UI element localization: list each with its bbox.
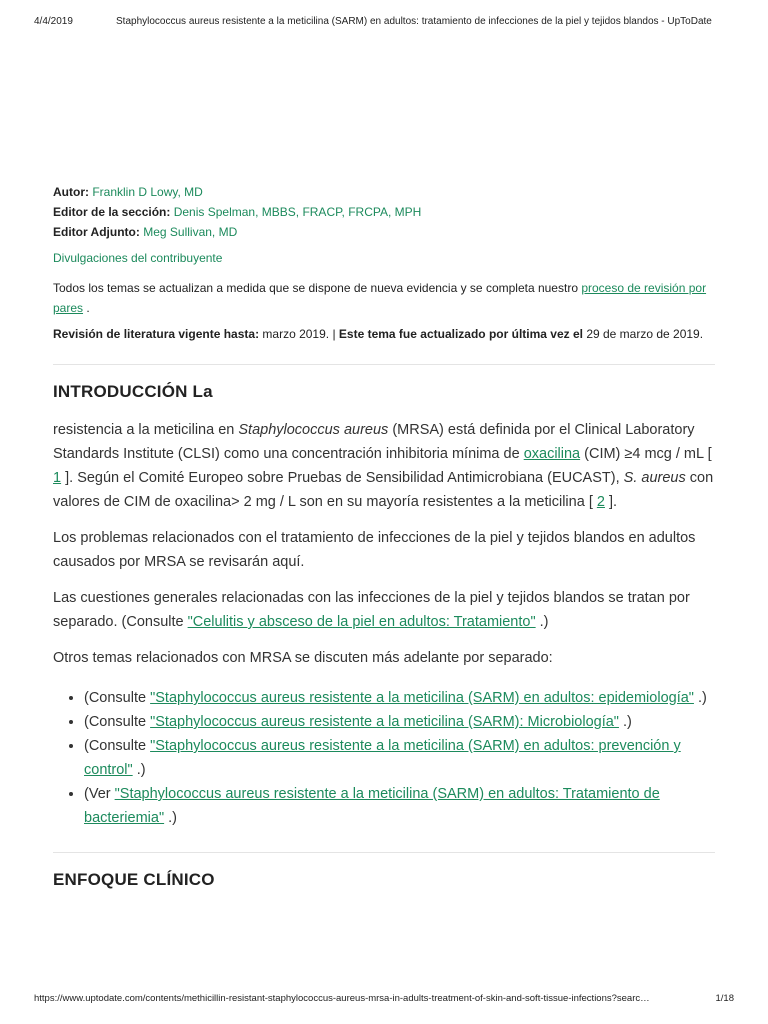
update-notice-suffix: .: [83, 301, 90, 315]
intro-text: .): [535, 614, 549, 630]
last-updated-label: Este tema fue actualizado por última vez el: [338, 327, 583, 341]
section-divider: [53, 852, 715, 853]
intro-text: ].: [604, 494, 618, 510]
intro-text: Las cuestiones generales relacionadas con las infecciones de la piel y tejidos blandos se tratan por separado. (Consulte: [53, 590, 690, 630]
update-notice: [53, 278, 715, 318]
author-label: Autor:: [53, 185, 89, 199]
oxacilina-link[interactable]: oxacilina: [523, 446, 581, 462]
list-item-prefix: (Ver: [84, 786, 115, 802]
print-document-title: Staphylococcus aureus resistente a la meticilina (SARM) en adultos: tratamiento de infecciones de la piel y tejidos blandos - UpToDate: [116, 16, 712, 27]
list-item-prefix: (Consulte: [84, 714, 151, 730]
cellulitis-topic-link[interactable]: "Celulitis y absceso de la piel en adultos: Tratamiento": [187, 614, 536, 630]
deputy-editor-line: [53, 222, 715, 242]
intro-text: ]. Según el Comité Europeo sobre Pruebas de Sensibilidad Antimicrobiana (EUCAST),: [61, 470, 624, 486]
introduction-heading: INTRODUCCIÓN La: [53, 382, 213, 401]
page-number: 1/18: [715, 993, 734, 1004]
intro-paragraph-1: [53, 418, 715, 514]
peer-review-process-link[interactable]: proceso de revisión por pares: [53, 281, 707, 315]
author-name-link[interactable]: Franklin D Lowy, MD: [92, 185, 203, 199]
list-item: [84, 686, 715, 710]
intro-paragraph-4: Otros temas relacionados con MRSA se discuten más adelante por separado:: [53, 650, 553, 666]
author-line: [53, 182, 715, 202]
list-item-suffix: .): [618, 714, 632, 730]
species-name: Staphylococcus aureus: [238, 422, 389, 438]
contributor-disclosures-link[interactable]: Divulgaciones del contribuyente: [53, 251, 223, 265]
list-item-suffix: .): [693, 690, 707, 706]
literature-review-label: Revisión de literatura vigente hasta:: [53, 327, 260, 341]
article-content: [53, 182, 715, 890]
deputy-editor-name-link[interactable]: Meg Sullivan, MD: [143, 225, 238, 239]
section-editor-line: [53, 202, 715, 222]
deputy-editor-label: Editor Adjunto:: [53, 225, 140, 239]
review-dates: [53, 324, 715, 344]
reference-2-link[interactable]: 2: [596, 494, 605, 510]
author-block: [53, 182, 715, 242]
prevention-control-topic-link[interactable]: "Staphylococcus aureus resistente a la meticilina (SARM) en adultos: prevención y control": [84, 738, 681, 778]
update-notice-text: Todos los temas se actualizan a medida que se dispone de nueva evidencia y se completa nuestro: [53, 281, 582, 295]
list-item: [84, 782, 715, 830]
microbiology-topic-link[interactable]: "Staphylococcus aureus resistente a la meticilina (SARM): Microbiología": [150, 714, 619, 730]
print-url: https://www.uptodate.com/contents/methicillin-resistant-staphylococcus-aureus-mrsa-in-adults-treatment-of-skin-and-soft-tissue-infections?searc…: [34, 993, 650, 1004]
list-item: [84, 734, 715, 782]
section-editor-label: Editor de la sección:: [53, 205, 171, 219]
intro-text: (CIM) ≥4 mcg / mL [: [580, 446, 712, 462]
print-header: [34, 16, 734, 27]
intro-text: con valores de CIM de oxacilina> 2 mg / L son en su mayoría resistentes a la meticilina [: [53, 470, 714, 510]
list-item-prefix: (Consulte: [84, 690, 151, 706]
section-editor-name-link[interactable]: Denis Spelman, MBBS, FRACP, FRCPA, MPH: [173, 205, 422, 219]
list-item-prefix: (Consulte: [84, 738, 151, 754]
last-updated-date: 29 de marzo de 2019.: [582, 327, 704, 341]
list-item: [84, 710, 715, 734]
review-separator: |: [329, 327, 339, 341]
species-name-short: S. aureus: [623, 470, 686, 486]
list-item-suffix: .): [132, 762, 146, 778]
literature-review-date: marzo 2019.: [259, 327, 330, 341]
reference-1-link[interactable]: 1: [53, 470, 62, 486]
epidemiology-topic-link[interactable]: "Staphylococcus aureus resistente a la meticilina (SARM) en adultos: epidemiología": [150, 690, 694, 706]
related-topics-list: [53, 686, 715, 830]
intro-paragraph-2: Los problemas relacionados con el tratamiento de infecciones de la piel y tejidos blandos en adultos causados por MRSA se revisarán aquí.: [53, 530, 696, 570]
introduction-body: [53, 418, 715, 670]
clinical-approach-heading: ENFOQUE CLÍNICO: [53, 870, 215, 889]
print-date: 4/4/2019: [34, 16, 73, 27]
intro-text: resistencia a la meticilina en: [53, 422, 239, 438]
bacteremia-topic-link[interactable]: "Staphylococcus aureus resistente a la meticilina (SARM) en adultos: Tratamiento de bacteriemia": [84, 786, 660, 826]
section-divider: [53, 364, 715, 365]
intro-text: (MRSA) está definida por el Clinical Laboratory Standards Institute (CLSI) como una concentración inhibitoria mínima de: [53, 422, 695, 462]
list-item-suffix: .): [164, 810, 177, 826]
intro-paragraph-3: [53, 586, 715, 634]
print-footer: [34, 993, 734, 1004]
